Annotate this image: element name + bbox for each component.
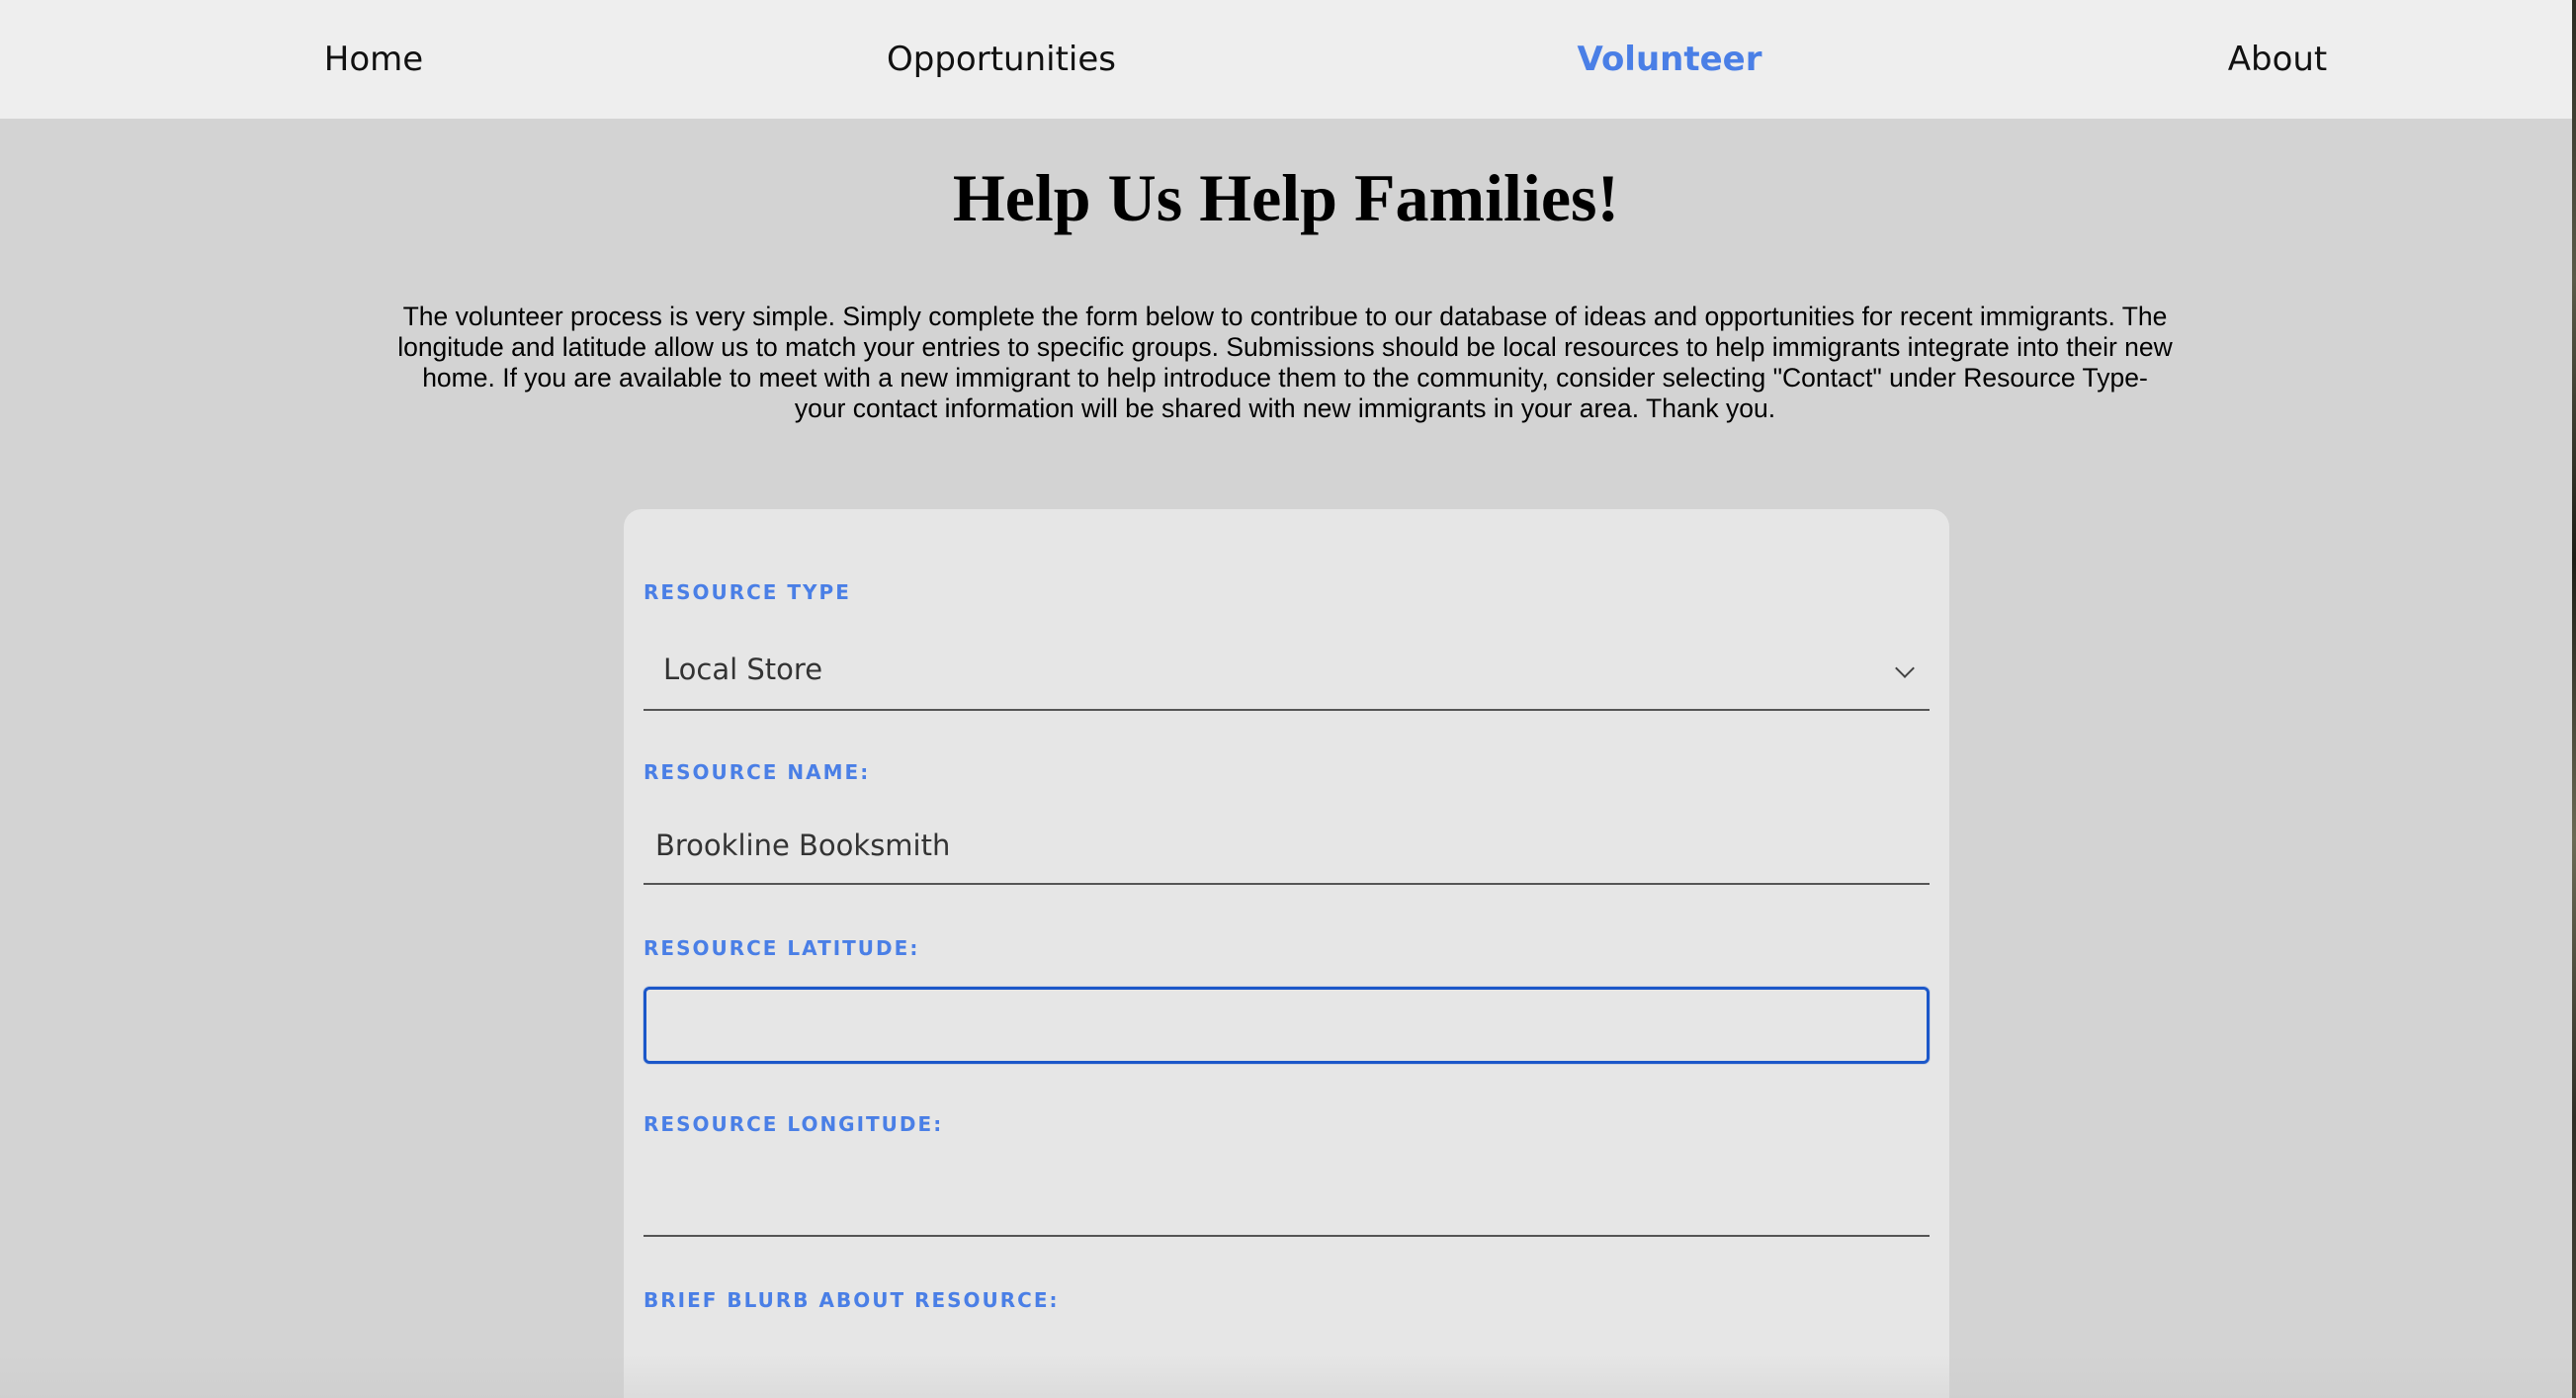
resource-name-input[interactable] bbox=[644, 808, 1930, 885]
blurb-label: BRIEF BLURB ABOUT RESOURCE: bbox=[644, 1288, 1060, 1312]
resource-type-select[interactable] bbox=[644, 630, 1930, 711]
resource-longitude-label: RESOURCE LONGITUDE: bbox=[644, 1112, 944, 1136]
resource-latitude-input[interactable] bbox=[644, 987, 1930, 1064]
nav-about[interactable]: About bbox=[2227, 40, 2328, 79]
volunteer-form bbox=[624, 509, 1949, 1398]
nav-volunteer[interactable]: Volunteer bbox=[1577, 40, 1762, 79]
resource-type-value: Local Store bbox=[663, 653, 823, 686]
intro-paragraph: The volunteer process is very simple. Simply complete the form below to contribue to our database of ideas and opportunities for recent immigrants. The longitude and latitude allow us to match your entries to specific groups. Submissions should be local resources to help immigrants integrate into their new home. If you are available to meet with a new immigrant to help introduce them to the community, consider selecting "Contact" under Resource Type- your contact information will be shared with new immigrants in your area. Thank you. bbox=[397, 302, 2173, 423]
nav-home[interactable]: Home bbox=[323, 40, 424, 79]
page-title: Help Us Help Families! bbox=[952, 160, 1620, 235]
resource-longitude-input[interactable] bbox=[644, 1160, 1930, 1237]
top-nav bbox=[0, 0, 2572, 119]
window-edge bbox=[2572, 0, 2576, 1398]
nav-opportunities[interactable]: Opportunities bbox=[887, 40, 1116, 79]
resource-name-label: RESOURCE NAME: bbox=[644, 760, 871, 784]
resource-latitude-label: RESOURCE LATITUDE: bbox=[644, 936, 920, 960]
resource-type-label: RESOURCE TYPE bbox=[644, 580, 851, 604]
